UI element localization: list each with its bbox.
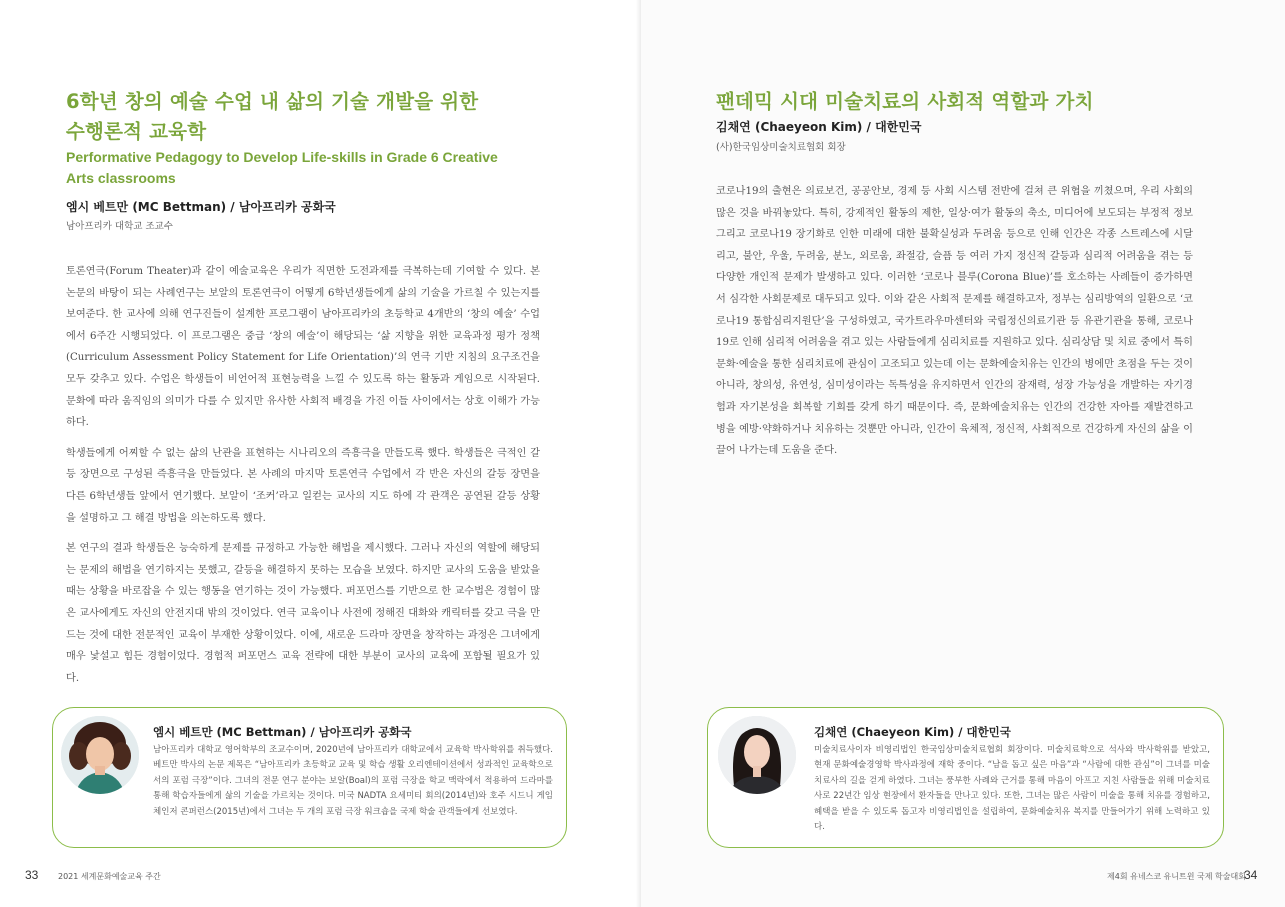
article-title-en-line2: Arts classrooms (66, 170, 176, 186)
bio-name: 김채연 (Chaeyeon Kim) / 대한민국 (814, 725, 1011, 739)
page-number: 33 (25, 868, 39, 882)
right-page (641, 0, 1285, 907)
article-title-ko-line1: 6학년 창의 예술 수업 내 삶의 기술 개발을 위한 (66, 90, 479, 113)
author-bio-card (52, 707, 567, 848)
page-number: 34 (1244, 868, 1258, 882)
author-line: 엠시 베트만 (MC Bettman) / 남아프리카 공화국 (66, 200, 336, 214)
body-paragraph-2: 학생들에게 어찌할 수 없는 삶의 난관을 표현하는 시나리오의 즉흥극을 만들도록 했다. 학생들은 극적인 갈등 장면으로 구성된 즉흥극을 만들었다. 본 사례의 마지막 토론연극 수업에서 각 반은 자신의 갈등 장면을 다른 6학년생들 앞에서 연기했다. 보알이 ‘조커’라고 일컫는 교사의 지도 하에 각 관객은 공연된 갈등 상황을 설명하고 그 해결 방법을 의논하도록 했다. (66, 447, 540, 524)
portrait-photo-icon (61, 716, 139, 794)
body-paragraph-1: 토론연극(Forum Theater)과 같이 예술교육은 우리가 직면한 도전과제를 극복하는데 기여할 수 있다. 본 논문의 바탕이 되는 사례연구는 보알의 토론연극이 어떻게 6학년생들에게 삶의 기술을 가르칠 수 있는지를 보여준다. 한 교사에 의해 연구진들이 설계한 프로그램이 남아프리카의 초등학교 4개반의 ‘창의 예술’ 수업에서 6주간 시행되었다. 이 프로그램은 중급 ‘창의 예술’이 해당되는 ‘삶 지향을 위한 교육과정 평가 정책(Curriculum Assessment Policy Statement for Life Orientation)’의 연극 기반 지침의 요구조건을 모두 갖추고 있다. 수업은 학생들이 비언어적 표현능력을 느낄 수 있도록 하는 활동과 게임으로 시작된다. 문화에 따라 움직임의 의미가 다를 수 있지만 유사한 사회적 배경을 가진 이들 사이에서는 상호 이해가 가능하다. (66, 266, 540, 429)
article-title-en-line1: Performative Pedagogy to Develop Life-skills in Grade 6 Creative (66, 149, 498, 165)
running-footer: 제4회 유네스코 유니트윈 국제 학술대회 (1107, 872, 1246, 881)
article-body (66, 261, 540, 698)
article-body (716, 181, 1193, 471)
body-paragraph-3: 본 연구의 결과 학생들은 능숙하게 문제를 규정하고 가능한 해법을 제시했다. 그러나 자신의 역할에 해당되는 문제의 해법을 연기하지는 못했고, 갈등을 해결하지 못하는 모습을 보였다. 하지만 교사의 도움을 받았을 때는 상황을 바로잡을 수 있는 행동을 연기하는 것이 가능했다. 퍼포먼스를 기반으로 한 교수법은 경험이 많은 교사에게도 자신의 안전지대 밖의 것이었다. 연극 교육이나 사전에 정해진 대화와 캐릭터를 갖고 극을 만드는 것에 대한 전문적인 교육이 부재한 상황이었다. 이에, 새로운 드라마 장면을 창작하는 과정은 그녀에게 매우 낯설고 힘든 경험이었다. 경험적 퍼포먼스 교육 전략에 대한 부분이 교사의 교육에 포함될 필요가 있다. (66, 543, 540, 684)
author-portrait-icon (718, 716, 796, 794)
bio-text: 미술치료사이자 비영리법인 한국임상미술치료협회 회장이다. 미술치료학으로 석사와 박사학위를 받았고, 현재 문화예술경영학 박사과정에 재학 중이다. “남을 돕고 싶은 마음”과 “사람에 대한 관심”이 그녀를 미술치료사의 길을 걷게 하였다. 그녀는 풍부한 사례와 근거를 통해 마음이 아프고 지친 사람들을 위해 미술치료사로 22년간 임상 현장에서 환자들을 만나고 있다. 또한, 그녀는 많은 사람이 미술을 통해 치유를 경험하고, 혜택을 받을 수 있도록 돕고자 비영리법인을 설립하여, 문화예술치유 복지를 만들어가기 위해 노력하고 있다. (814, 745, 1210, 833)
bio-name: 엠시 베트만 (MC Bettman) / 남아프리카 공화국 (153, 725, 412, 739)
author-affiliation: (사)한국임상미술치료협회 회장 (716, 142, 846, 153)
article-title-ko: 팬데믹 시대 미술치료의 사회적 역할과 가치 (716, 90, 1094, 113)
author-line: 김채연 (Chaeyeon Kim) / 대한민국 (716, 120, 922, 134)
running-footer: 2021 세계문화예술교육 주간 (58, 872, 161, 881)
body-paragraph-1: 코로나19의 출현은 의료보건, 공공안보, 경제 등 사회 시스템 전반에 걸쳐 큰 위협을 끼쳤으며, 우리 사회의 많은 것을 바꿔놓았다. 특히, 강제적인 활동의 제한, 일상·여가 활동의 축소, 미디어에 보도되는 부정적 정보 그리고 코로나19 장기화로 인한 미래에 대한 불확실성과 두려움 등으로 인해 인간은 각종 스트레스에 시달리고, 불안, 우울, 두려움, 분노, 외로움, 좌절감, 슬픔 등 여러 가지 정신적 갈등과 심리적 어려움을 겪는 등 다양한 개인적 문제가 발생하고 있다. 이러한 ‘코로나 블루(Corona Blue)’를 호소하는 사례들이 증가하면서 심각한 사회문제로 대두되고 있다. 이와 같은 사회적 문제를 해결하고자, 정부는 심리방역의 일환으로 ‘코로나19 통합심리지원단’을 구성하였고, 국가트라우마센터와 국립정신의료기관 등 유관기관을 통해, 코로나19로 인해 심리적 어려움을 겪고 있는 사람들에게 심리치료를 지원하고 있다. 심리상담 및 치료 중에서 특히 문화·예술을 통한 심리치료에 관심이 고조되고 있는데 이는 문화예술치유는 인간의 병에만 초점을 두는 것이 아니라, 창의성, 유연성, 심미성이라는 독특성을 유지하면서 인간의 잠재력, 성장 가능성을 개발하는 자기경험과 자기본성을 회복할 기회를 갖게 하기 때문이다. 즉, 문화예술치유는 인간의 건강한 자아를 재발견하고 병을 예방·약화하거나 치유하는 것뿐만 아니라, 인간이 육체적, 정신적, 사회적으로 건강하게 자신의 삶을 이끌어 나가는데 도움을 준다. (716, 186, 1193, 457)
bio-text: 남아프리카 대학교 영어학부의 조교수이며, 2020년에 남아프리카 대학교에서 교육학 박사학위를 취득했다. 베트만 박사의 논문 제목은 “남아프리카 초등학교 교육 및 학습 생활 오리엔테이션에서 성과적인 교육학으로서의 포럼 극장”이다. 그녀의 전문 연구 분야는 보알(Boal)의 포럼 극장을 학교 맥락에서 적용하여 드라마를 통해 학습자들에게 삶의 기술을 가르치는 것이다. 미국 NADTA 요세미티 회의(2014년)와 호주 시드니 게임 체인저 콘퍼런스(2015년)에서 그녀는 두 개의 포럼 극장 워크숍을 국제 학술 관객들에게 선보였다. (153, 745, 553, 817)
author-bio-card (707, 707, 1224, 848)
author-affiliation: 남아프리카 대학교 조교수 (66, 221, 173, 232)
left-page (0, 0, 641, 907)
author-portrait-icon (61, 716, 139, 794)
portrait-photo-icon (718, 716, 796, 794)
article-title-ko-line2: 수행론적 교육학 (66, 120, 207, 143)
